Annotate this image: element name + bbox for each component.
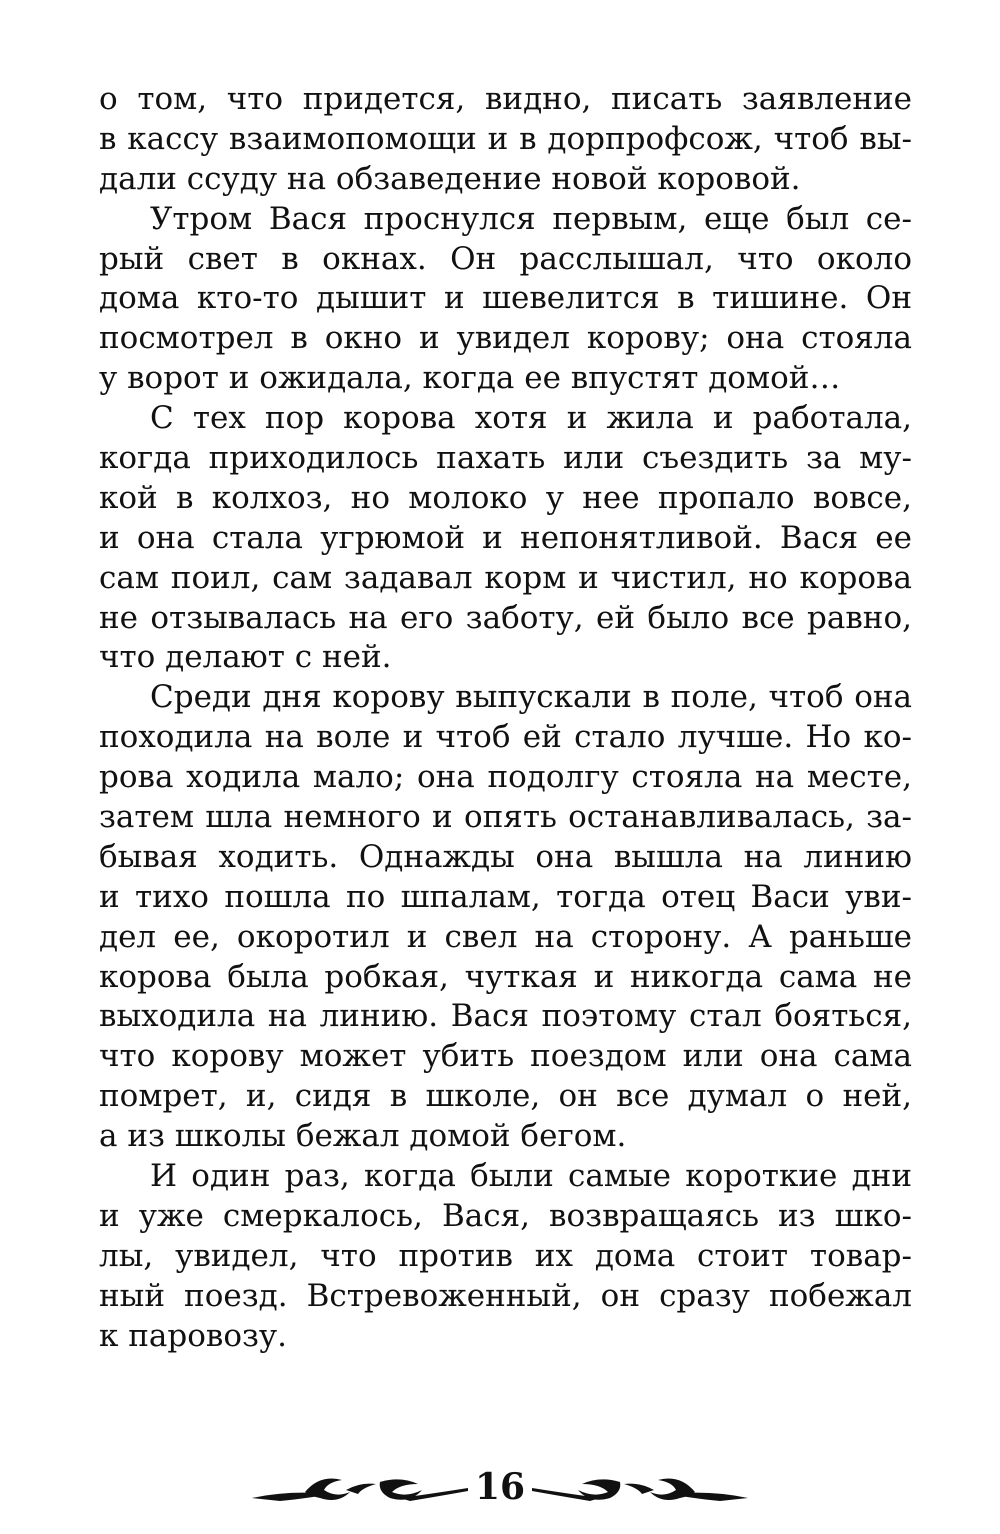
text-line: рова ходила мало; она подолгу стояла на месте, — [99, 759, 912, 796]
text-line: и она стала угрюмой и непонятливой. Вася ее — [99, 519, 912, 556]
text-line: о том, что придется, видно, писать заявление — [99, 81, 912, 117]
page-number: 16 — [474, 1466, 526, 1508]
body-text — [99, 80, 912, 1357]
text-line: дали ссуду на обзаведение новой коровой. — [99, 160, 801, 197]
text-line: что корову может убить поездом или она сама — [99, 1038, 912, 1075]
text-line: И один раз, когда были самые короткие дни — [150, 1158, 912, 1195]
text-line: что делают с ней. — [99, 639, 392, 676]
text-line: дел ее, окоротил и свел на сторону. А раньше — [99, 918, 912, 955]
text-line: выходила на линию. Вася поэтому стал бояться, — [99, 998, 912, 1035]
page-footer — [250, 1458, 750, 1518]
text-line: Утром Вася проснулся первым, еще был се- — [150, 200, 912, 237]
text-line: походила на воле и чтоб ей стало лучше. Но ко- — [99, 719, 912, 756]
text-line: рый свет в окнах. Он расслышал, что около — [99, 240, 912, 277]
text-line: не отзывалась на его заботу, ей было все равно, — [99, 599, 912, 636]
text-line: посмотрел в окно и увидел корову; она стояла — [99, 320, 912, 357]
text-line: а из школы бежал домой бегом. — [99, 1118, 627, 1155]
text-line: и уже смеркалось, Вася, возвращаясь из шко- — [99, 1197, 912, 1234]
flourish-ornament-icon — [250, 1468, 470, 1508]
flourish-ornament-icon — [530, 1468, 750, 1508]
text-line: у ворот и ожидала, когда ее впустят домой… — [99, 360, 841, 397]
text-line: к паровозу. — [99, 1317, 287, 1354]
text-line: Среди дня корову выпускали в поле, чтоб она — [150, 679, 912, 716]
text-line: помрет, и, сидя в школе, он все думал о ней, — [99, 1078, 912, 1115]
text-line: С тех пор корова хотя и жила и работала, — [150, 400, 912, 437]
text-line: дома кто-то дышит и шевелится в тишине. Он — [99, 280, 912, 317]
text-line: кой в колхоз, но молоко у нее пропало вовсе, — [99, 479, 912, 516]
text-line: бывая ходить. Однажды она вышла на линию — [99, 838, 912, 875]
text-line: сам поил, сам задавал корм и чистил, но корова — [99, 559, 912, 596]
text-line: ный поезд. Встревоженный, он сразу побежал — [99, 1277, 912, 1314]
text-line: корова была робкая, чуткая и никогда сама не — [99, 958, 912, 995]
text-line: когда приходилось пахать или съездить за му- — [99, 440, 912, 477]
text-line: и тихо пошла по шпалам, тогда отец Васи уви- — [99, 878, 912, 915]
text-line: в кассу взаимопомощи и в дорпрофсож, чтоб вы- — [99, 120, 912, 157]
text-line: затем шла немного и опять останавливалась, за- — [99, 799, 912, 836]
text-line: лы, увидел, что против их дома стоит товар- — [99, 1237, 912, 1274]
